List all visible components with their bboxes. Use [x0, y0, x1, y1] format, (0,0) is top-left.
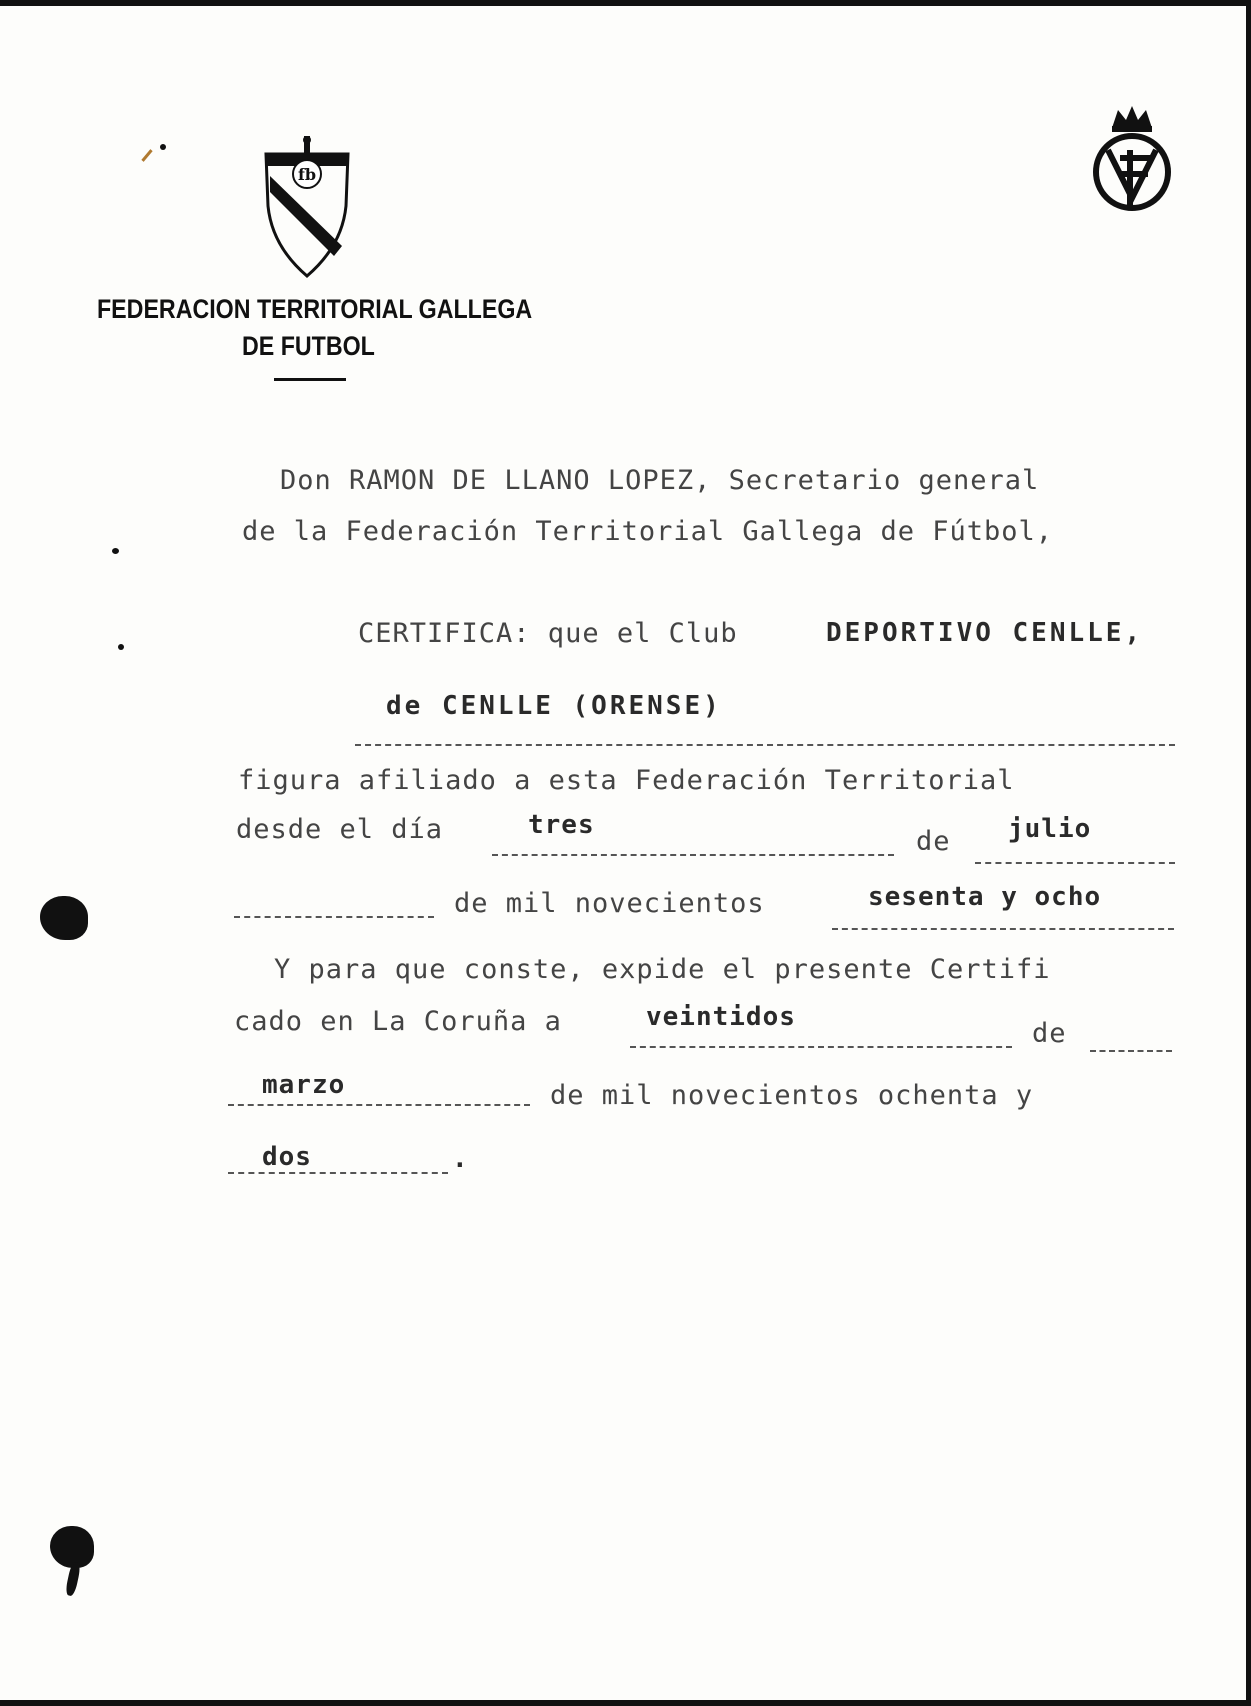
issue-year-prefix: de mil novecientos ochenta y [550, 1080, 1034, 1111]
de-label-2: de [1032, 1018, 1067, 1049]
issue-year: dos [262, 1142, 312, 1172]
de-label-1: de [916, 826, 951, 857]
punch-hole-upper [40, 896, 88, 940]
issue-year-underline [228, 1172, 448, 1174]
issue-day: veintidos [646, 1002, 796, 1032]
issue-day-underline [630, 1046, 1012, 1048]
affiliation-day-underline [492, 854, 894, 856]
ink-speck [112, 548, 119, 554]
year-prefix: de mil novecientos [454, 888, 765, 919]
punch-hole-lower [50, 1526, 94, 1568]
ink-speck [141, 149, 152, 162]
desde-label: desde el día [236, 814, 444, 845]
issue-month: marzo [262, 1070, 346, 1100]
affiliation-leading-blank [234, 916, 434, 918]
affiliation-year: sesenta y ocho [868, 882, 1102, 912]
crowned-rfef-monogram-icon [1090, 102, 1174, 216]
header-divider [274, 378, 346, 381]
affiliation-year-underline [832, 928, 1174, 930]
club-location-underline [355, 744, 1175, 746]
club-location: de CENLLE (ORENSE) [386, 691, 722, 721]
conste-line-1: Y para que conste, expide el presente Certifi [274, 954, 1051, 985]
ink-speck [118, 644, 124, 650]
issue-trailing-blank [1090, 1050, 1172, 1052]
affiliation-day: tres [528, 810, 595, 840]
issue-month-underline [228, 1104, 530, 1106]
org-title-line1: FEDERACION TERRITORIAL GALLEGA [97, 294, 533, 324]
shield-crest-icon [262, 136, 352, 278]
affiliation-line: figura afiliado a esta Federación Territorial [238, 765, 1015, 796]
org-title-line2: DE FUTBOL [242, 331, 375, 361]
affiliation-month: julio [1008, 814, 1092, 844]
conste-line-2-prefix: cado en La Coruña a [234, 1006, 562, 1037]
svg-text:fb: fb [297, 165, 317, 184]
final-period: . [452, 1144, 469, 1174]
affiliation-month-underline [975, 862, 1175, 864]
club-name: DEPORTIVO CENLLE, [826, 618, 1144, 648]
certifica-label: CERTIFICA: que el Club [358, 618, 738, 649]
ink-speck [160, 144, 166, 150]
intro-line-1: Don RAMON DE LLANO LOPEZ, Secretario general [280, 465, 1040, 496]
intro-line-2: de la Federación Territorial Gallega de Fútbol, [242, 516, 1054, 547]
